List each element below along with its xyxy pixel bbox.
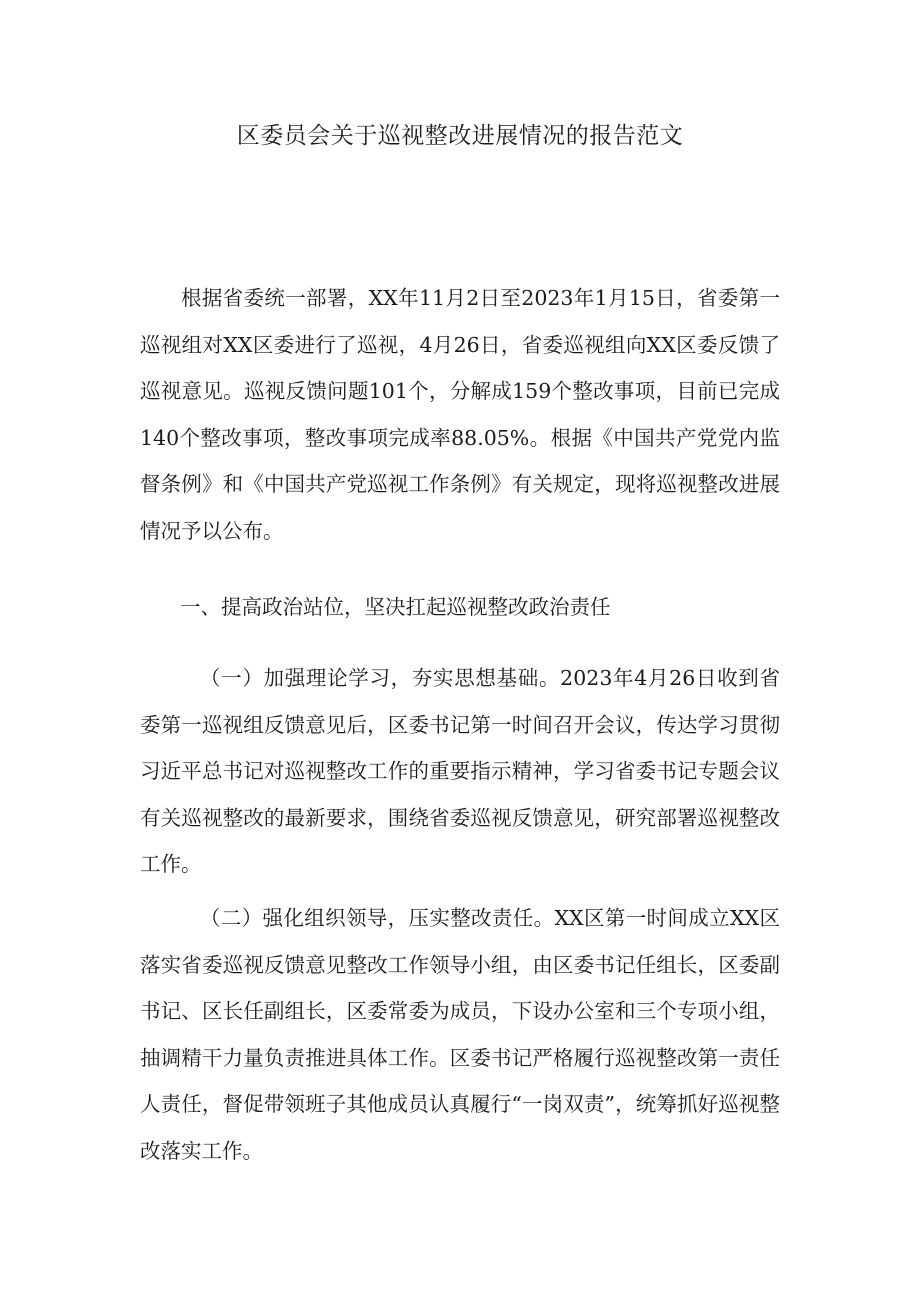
intro-paragraph: 根据省委统一部署，XX年11月2日至2023年1月15日，省委第一巡视组对XX区委进行了巡视，4月26日，省委巡视组向XX区委反馈了巡视意见。巡视反馈问题101个，分解成159个整改事项，目前已完成140个整改事项，整改事项完成率88.05%。根据《中国共产党党内监督条例》和《中国共产党巡视工作条例》有关规定，现将巡视整改进展情况予以公布。: [140, 286, 780, 543]
item-paragraph-2: （二）强化组织领导，压实整改责任。XX区第一时间成立XX区落实省委巡视反馈意见整改工作领导小组，由区委书记任组长，区委副书记、区长任副组长，区委常委为成员，下设办公室和三个专项小组，抽调精干力量负责推进具体工作。区委书记严格履行巡视整改第一责任人责任，督促带领班子其他成员认真履行“一岗双责”，统筹抓好巡视整改落实工作。: [140, 906, 780, 1163]
item-paragraph-1: （一）加强理论学习，夯实思想基础。2023年4月26日收到省委第一巡视组反馈意见后，区委书记第一时间召开会议，传达学习贯彻习近平总书记对巡视整改工作的重要指示精神，学习省委书记专题会议有关巡视整改的最新要求，围绕省委巡视反馈意见，研究部署巡视整改工作。: [140, 666, 780, 876]
document-title: 区委员会关于巡视整改进展情况的报告范文: [236, 123, 684, 149]
section-heading-1: 一、提高政治站位，坚决扛起巡视整改政治责任: [180, 595, 611, 619]
